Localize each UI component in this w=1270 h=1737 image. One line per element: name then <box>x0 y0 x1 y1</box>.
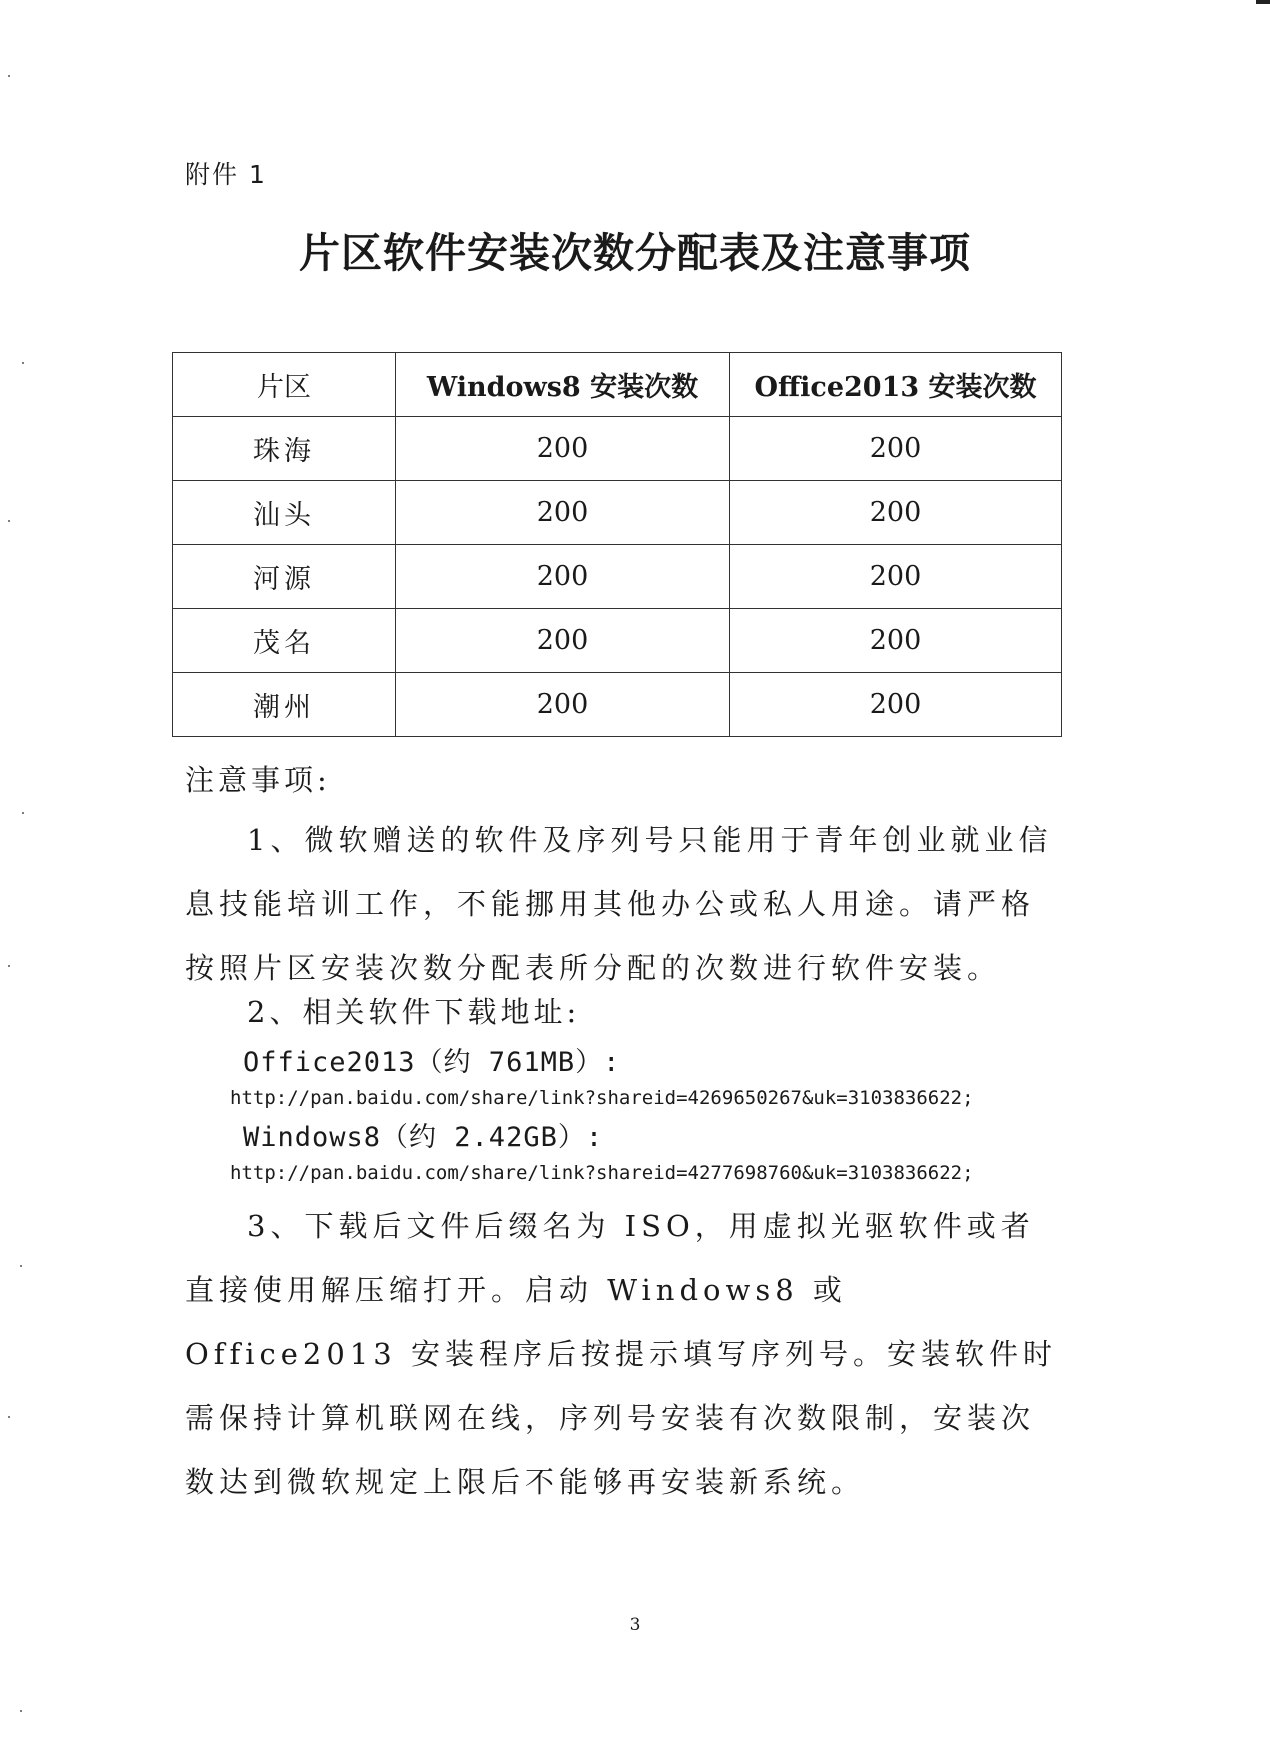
scan-speck <box>8 75 10 77</box>
scan-speck <box>20 1265 22 1267</box>
table-row <box>173 609 1062 673</box>
note-item-1: 1、微软赠送的软件及序列号只能用于青年创业就业信息技能培训工作，不能挪用其他办公或私人用途。请严格按照片区安装次数分配表所分配的次数进行软件安装。 <box>185 823 1053 985</box>
office2013-count-cell: 200 <box>730 481 1062 545</box>
region-cell: 河源 <box>173 545 396 609</box>
office2013-count-cell: 200 <box>730 545 1062 609</box>
scan-corner-mark <box>1256 0 1270 4</box>
table-row <box>173 673 1062 737</box>
office2013-count-cell: 200 <box>730 609 1062 673</box>
office2013-count-cell: 200 <box>730 673 1062 737</box>
header-region: 片区 <box>173 353 396 417</box>
page-number: 3 <box>629 1615 641 1635</box>
windows8-count-cell: 200 <box>396 609 730 673</box>
windows8-count-cell: 200 <box>396 673 730 737</box>
region-cell: 潮州 <box>173 673 396 737</box>
allocation-table <box>172 352 1062 737</box>
document-title: 片区软件安装次数分配表及注意事项 <box>299 229 971 277</box>
windows8-count-cell: 200 <box>396 481 730 545</box>
header-windows8-count: Windows8 安装次数 <box>396 353 730 417</box>
region-cell: 珠海 <box>173 417 396 481</box>
office2013-download-label: Office2013（约 761MB）: <box>243 1047 621 1078</box>
windows8-download-label: Windows8（约 2.42GB）: <box>243 1122 604 1153</box>
scan-speck <box>8 965 10 967</box>
office2013-count-cell: 200 <box>730 417 1062 481</box>
scan-speck <box>8 1416 10 1418</box>
scan-speck <box>22 812 24 814</box>
windows8-download-link[interactable]: http://pan.baidu.com/share/link?shareid=4277698760&uk=3103836622; <box>230 1162 974 1184</box>
table-row <box>173 481 1062 545</box>
table-header-row <box>173 353 1062 417</box>
header-office2013-count: Office2013 安装次数 <box>730 353 1062 417</box>
scan-speck <box>8 520 10 522</box>
office2013-download-link[interactable]: http://pan.baidu.com/share/link?shareid=4269650267&uk=3103836622; <box>230 1087 974 1109</box>
note-item-3: 3、下载后文件后缀名为 ISO，用虚拟光驱软件或者直接使用解压缩打开。启动 Windows8 或 Office2013 安装程序后按提示填写序列号。安装软件时需保持计算机联网在线，序列号安装有次数限制，安装次数达到微软规定上限后不能够再安装新系统。 <box>185 1209 1057 1499</box>
windows8-count-cell: 200 <box>396 417 730 481</box>
attachment-label: 附件 1 <box>185 160 267 189</box>
note-item-2-heading: 2、相关软件下载地址: <box>247 995 581 1029</box>
windows8-count-cell: 200 <box>396 545 730 609</box>
scan-speck <box>20 1710 22 1712</box>
scan-speck <box>22 362 24 364</box>
region-cell: 茂名 <box>173 609 396 673</box>
table-row <box>173 545 1062 609</box>
table-row <box>173 417 1062 481</box>
region-cell: 汕头 <box>173 481 396 545</box>
notes-heading: 注意事项: <box>185 763 331 797</box>
